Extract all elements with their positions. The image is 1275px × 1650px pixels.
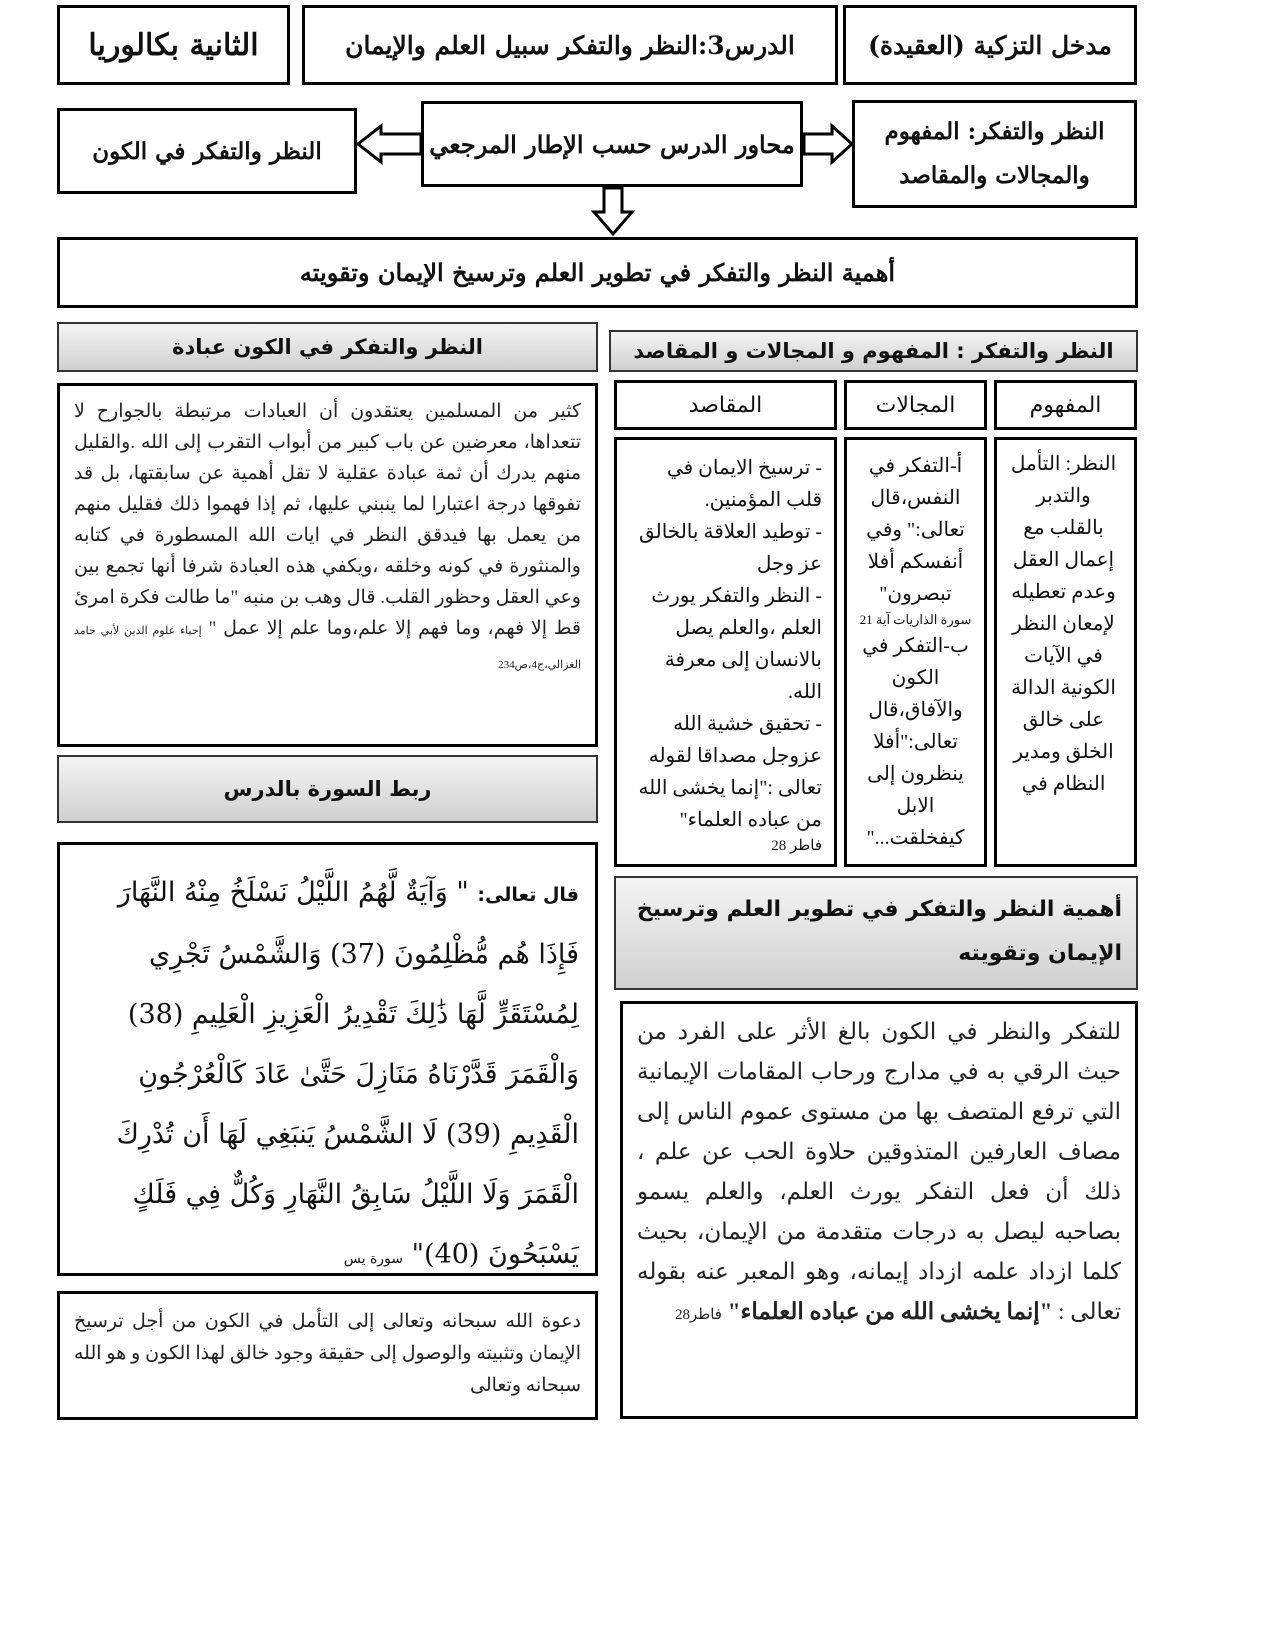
fields-cell <box>844 437 987 867</box>
fields-text-2: ب-التفكر في الكون والآفاق،قال تعالى:"أفلا ينظرون إلى الابل كيفخلقت..." <box>862 635 969 849</box>
section1-heading-box <box>609 330 1138 372</box>
col-concept-label: المفهوم <box>1029 392 1102 418</box>
map-center-text: محاور الدرس حسب الإطار المرجعي <box>429 129 795 159</box>
unit-box <box>843 5 1137 85</box>
verse-box <box>57 842 598 1276</box>
section2-heading: النظر والتفكر في الكون عبادة <box>172 335 483 359</box>
col-goals-header <box>614 380 837 430</box>
section3-heading: ربط السورة بالدرس <box>223 777 432 801</box>
arrow-right-icon <box>802 122 854 166</box>
col-goals-label: المقاصد <box>688 392 763 418</box>
map-center-box <box>421 101 803 187</box>
map-bottom-text: أهمية النظر والتفكر في تطوير العلم وترسيخ الإيمان وتقويته <box>299 258 896 287</box>
section2-ref: إحياء علوم الدين لأبي حامد الغزالي،ج4،ص234 <box>74 625 581 671</box>
section4-quote: "إنما يخشى الله من عباده العلماء" <box>727 1299 1053 1324</box>
level-box <box>57 5 290 85</box>
arrow-down-icon <box>590 186 636 238</box>
goals-cell <box>614 437 837 867</box>
section4-heading-box <box>614 876 1138 990</box>
unit-title: مدخل التزكية (العقيدة) <box>868 30 1112 60</box>
verse-intro: قال تعالى: <box>477 884 579 906</box>
goals-item-4: - تحقيق خشية الله عزوجل مصداقا لقوله تعالى :"إنما يخشى الله من عباده العلماء" <box>638 713 822 831</box>
section2-text: كثير من المسلمين يعتقدون أن العبادات مرتبطة بالجوارح لا تتعداها، معرضين عن باب كبير من أبواب التقرب إلى الله .والقليل منهم يدرك أن ثمة عبادة عقلية لا تقل أهمية عن سابقتها، بل قد تفوقها درجة اعتبارا لما ينبني عليها، ثم إذا فهموا ذلك فقليل منهم من يعمل بها فيدقق النظر في ايات الله المسطورة في كتابه والمنثورة في كونه وخلقه ،ويكفي هذه العبادة شرفا أنها تجمع بين وعي العقل وحظور القلب. قال وهب بن منبه "ما طالت فكرة امرئ قط إلا فهم، وما فهم إلا علم،وما علم إلا عمل " <box>74 401 581 639</box>
section1-heading: النظر والتفكر : المفهوم و المجالات و المقاصد <box>633 339 1114 363</box>
section3-heading-box <box>57 755 598 823</box>
summary-text: دعوة الله سبحانه وتعالى إلى التأمل في الكون من أجل ترسيخ الإيمان وتثبيته والوصول إلى حقيقة وجود خالق لهذا الكون و هو الله سبحانه وتعالى <box>74 1311 581 1396</box>
concept-cell <box>994 437 1137 867</box>
level-text: الثانية بكالوريا <box>88 27 259 63</box>
section4-text: للتفكر والنظر في الكون بالغ الأثر على الفرد من حيث الرقي به في مدارج ورحاب المقامات الإيمانية التي ترفع المتصف بها من مستوى عموم الناس إلى مصاف العارفين المتذوقين حلاوة الحب عن علم ، ذلك أن فعل التفكر يورث العلم، والعلم يسمو بصاحبه ليصل به درجات متقدمة من الإيمان، بحيث كلما ازداد علمه ازداد إيمانه، وهو المعبر عنه بقوله تعالى : <box>637 1019 1121 1324</box>
section2-heading-box <box>57 322 598 372</box>
lesson-title-box <box>302 5 838 85</box>
verse-block <box>74 863 579 1289</box>
concept-text: النظر: التأمل والتدبر بالقلب مع إعمال العقل وعدم تعطيله لإمعان النظر في الآيات الكونية الدالة على خالق الخلق ومدير النظام في <box>1010 453 1117 795</box>
section4-heading: أهمية النظر والتفكر في تطوير العلم وترسيخ الإيمان وتقويته <box>636 897 1122 966</box>
goals-item-3: - النظر والتفكر يورث العلم ،والعلم يصل بالانسان إلى معرفة الله. <box>651 585 822 703</box>
fields-ref: سورة الذاريات آية 21 <box>859 612 972 627</box>
col-fields-header <box>844 380 987 430</box>
map-bottom-box <box>57 237 1138 308</box>
section2-body <box>57 383 598 747</box>
map-right-box <box>852 100 1137 208</box>
lesson-title: الدرس3:النظر والتفكر سبيل العلم والإيمان <box>345 30 795 60</box>
col-fields-label: المجالات <box>875 392 956 418</box>
summary-box <box>57 1291 598 1420</box>
arrow-left-icon <box>355 122 423 166</box>
verse-text: " وَآيَةٌ لَّهُمُ اللَّيْلُ نَسْلَخُ مِنْهُ النَّهَارَ فَإِذَا هُم مُّظْلِمُونَ (37) وَالشَّمْسُ تَجْرِي لِمُسْتَقَرٍّ لَّهَا ذَٰلِكَ تَقْدِيرُ الْعَزِيزِ الْعَلِيمِ (38) وَالْقَمَرَ قَدَّرْنَاهُ مَنَازِلَ حَتَّىٰ عَادَ كَالْعُرْجُونِ الْقَدِيمِ (39) لَا الشَّمْسُ يَنبَغِي لَهَا أَن تُدْرِكَ الْقَمَرَ وَلَا اللَّيْلُ سَابِقُ النَّهَارِ وَكُلٌّ فِي فَلَكٍ يَسْبَحُونَ (40)" <box>116 877 579 1270</box>
fields-text-1: أ-التفكر في النفس،قال تعالى:" وفي أنفسكم أفلا تبصرون" <box>866 455 965 605</box>
map-left-text: النظر والتفكر في الكون <box>92 137 322 165</box>
map-left-box <box>57 108 357 194</box>
goals-ref: فاطر 28 <box>771 838 822 854</box>
map-right-text: النظر والتفكر: المفهوم والمجالات والمقاصد <box>884 118 1105 189</box>
section4-body <box>620 1001 1138 1419</box>
section4-ref: فاطر28 <box>675 1307 722 1323</box>
goals-item-2: - توطيد العلاقة بالخالق عز وجل <box>638 521 822 575</box>
verse-ref: سورة يس <box>343 1251 404 1267</box>
goals-item-1: - ترسيخ الايمان في قلب المؤمنين. <box>666 457 822 511</box>
col-concept-header <box>994 380 1137 430</box>
